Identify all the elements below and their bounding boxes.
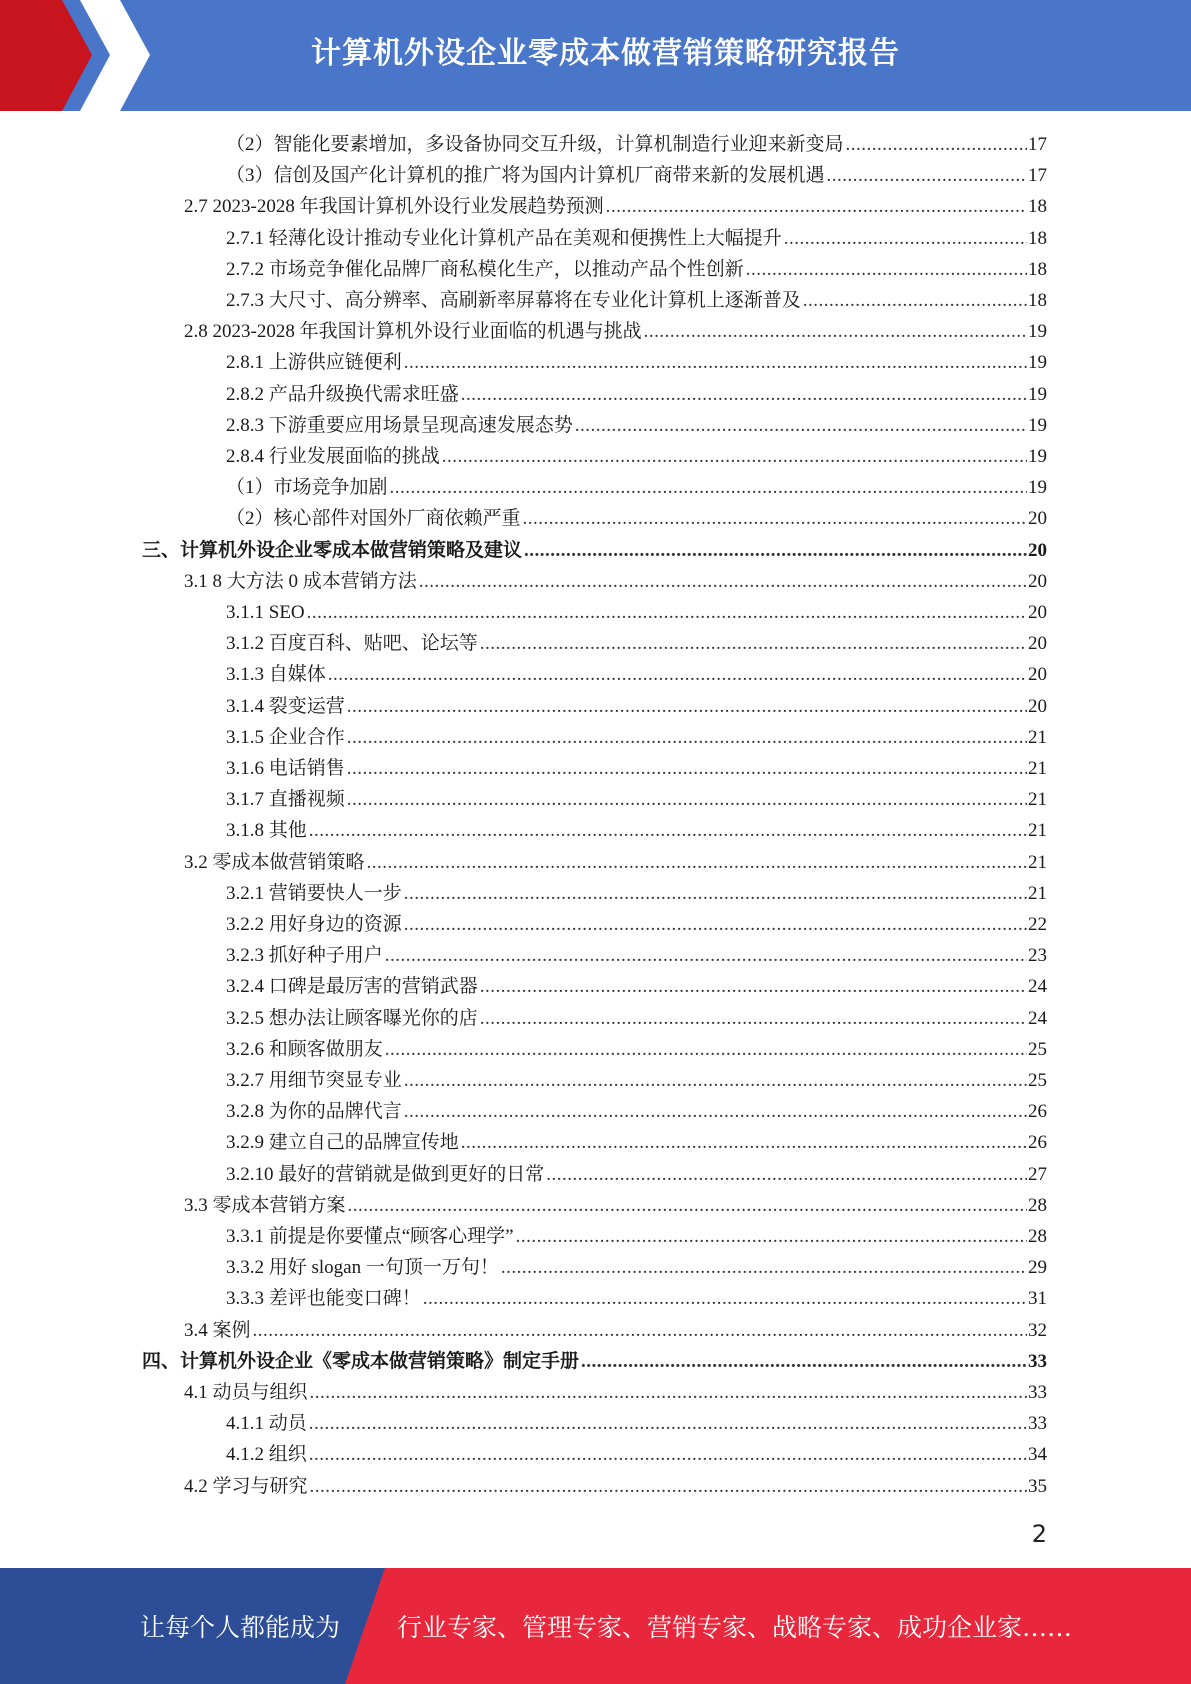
toc-entry-title: 2.8.2 产品升级换代需求旺盛 [226, 383, 459, 405]
toc-entry-title: 2.7.3 大尺寸、高分辨率、高刷新率屏幕将在专业化计算机上逐渐普及 [226, 290, 801, 311]
toc-entry-page: 17 [1028, 134, 1047, 155]
toc-entry[interactable] [226, 657, 1047, 687]
toc-entry[interactable] [226, 158, 1047, 188]
toc-dot-leader [606, 195, 1027, 219]
toc-entry[interactable] [226, 1063, 1047, 1093]
toc-entry-page: 18 [1028, 227, 1047, 249]
toc-entry-page: 33 [1028, 1413, 1047, 1435]
toc-entry[interactable] [226, 1032, 1047, 1062]
toc-entry-title: 3.3.1 前提是你要懂点“顾客心理学” [226, 1226, 514, 1247]
toc-dot-leader [253, 1319, 1027, 1343]
toc-dot-leader [423, 1287, 1027, 1311]
toc-entry-title: 2.7 2023-2028 年我国计算机外设行业发展趋势预测 [184, 196, 604, 218]
toc-entry-title: 3.1.3 自媒体 [226, 664, 326, 686]
toc-dot-leader [309, 1443, 1027, 1467]
toc-entry[interactable] [226, 221, 1047, 251]
toc-entry[interactable] [226, 1219, 1047, 1249]
toc-entry[interactable] [226, 501, 1047, 531]
toc-entry-page: 29 [1028, 1257, 1047, 1279]
toc-entry[interactable] [142, 1344, 1047, 1374]
page-header [0, 0, 1191, 111]
toc-entry-title: （3）信创及国产化计算机的推广将为国内计算机厂商带来新的发展机遇 [226, 165, 825, 187]
toc-entry-page: 19 [1028, 321, 1047, 343]
toc-dot-leader [328, 663, 1027, 687]
toc-dot-leader [309, 1412, 1027, 1436]
toc-dot-leader [480, 975, 1027, 999]
toc-dot-leader [480, 1007, 1027, 1031]
toc-entry-title: 3.1.2 百度百科、贴吧、论坛等 [226, 633, 478, 655]
toc-dot-leader [419, 570, 1027, 594]
toc-dot-leader [575, 414, 1027, 438]
toc-entry-page: 26 [1028, 1132, 1047, 1154]
toc-entry-title: 3.2.8 为你的品牌代言 [226, 1101, 402, 1123]
toc-entry-title: 3.1.7 直播视频 [226, 789, 345, 811]
toc-entry-page: 28 [1028, 1226, 1047, 1247]
toc-entry[interactable] [184, 845, 1047, 875]
toc-dot-leader [348, 1194, 1027, 1218]
toc-entry-title: 3.3.2 用好 slogan 一句顶一万句！ [226, 1257, 499, 1279]
toc-entry[interactable] [226, 938, 1047, 968]
toc-dot-leader [461, 1131, 1027, 1155]
toc-entry-page: 18 [1028, 290, 1047, 311]
toc-entry[interactable] [184, 1375, 1047, 1405]
toc-dot-leader [746, 258, 1027, 282]
toc-entry-page: 19 [1028, 477, 1047, 499]
toc-entry[interactable] [226, 470, 1047, 500]
toc-dot-leader [581, 1350, 1027, 1374]
toc-entry-title: 4.1.1 动员 [226, 1413, 307, 1435]
page-footer [0, 1568, 1191, 1684]
toc-entry-page: 19 [1028, 414, 1047, 436]
toc-entry-title: 3.1.5 企业合作 [226, 726, 345, 748]
toc-entry[interactable] [184, 1469, 1047, 1499]
toc-entry[interactable] [226, 751, 1047, 781]
toc-entry[interactable] [226, 1125, 1047, 1155]
toc-entry-title: 3.2.5 想办法让顾客曝光你的店 [226, 1007, 478, 1029]
toc-entry-title: 2.7.1 轻薄化设计推动专业化计算机产品在美观和便携性上大幅提升 [226, 227, 782, 249]
toc-dot-leader [827, 164, 1027, 188]
toc-dot-leader [404, 351, 1027, 375]
toc-entry-title: 3.2.2 用好身边的资源 [226, 914, 402, 935]
toc-entry[interactable] [226, 283, 1047, 313]
footer-slogan-right: 行业专家、管理专家、营销专家、战略专家、成功企业家…… [397, 1613, 1073, 1642]
toc-entry-page: 22 [1028, 914, 1047, 935]
toc-entry[interactable] [226, 1281, 1047, 1311]
toc-entry[interactable] [226, 345, 1047, 375]
toc-entry-page: 19 [1028, 383, 1047, 405]
toc-entry-title: 2.8.4 行业发展面临的挑战 [226, 446, 440, 467]
toc-entry-page: 24 [1028, 1007, 1047, 1029]
toc-entry-title: 3.2.7 用细节突显专业 [226, 1070, 402, 1091]
toc-dot-leader [546, 1163, 1027, 1187]
toc-entry-title: 3.2.3 抓好种子用户 [226, 945, 383, 967]
toc-dot-leader [524, 539, 1027, 563]
toc-entry-title: 3.3.3 差评也能变口碑！ [226, 1288, 421, 1310]
toc-entry-title: 3.1.1 SEO [226, 602, 305, 623]
toc-entry[interactable] [226, 720, 1047, 750]
toc-entry-page: 21 [1028, 820, 1047, 842]
toc-entry[interactable] [226, 813, 1047, 843]
toc-entry[interactable] [226, 782, 1047, 812]
toc-entry-page: 33 [1028, 1382, 1047, 1403]
toc-dot-leader [309, 819, 1027, 843]
toc-entry[interactable] [184, 314, 1047, 344]
toc-dot-leader [310, 1475, 1027, 1499]
toc-dot-leader [442, 445, 1027, 469]
toc-entry[interactable] [226, 969, 1047, 999]
toc-entry[interactable] [226, 689, 1047, 719]
toc-entry[interactable] [226, 1406, 1047, 1436]
toc-entry[interactable] [226, 1094, 1047, 1124]
toc-entry-title: 3.4 案例 [184, 1319, 251, 1341]
toc-entry-page: 20 [1028, 508, 1047, 530]
toc-entry-title: 3.2 零成本做营销策略 [184, 851, 365, 873]
toc-dot-leader [461, 383, 1027, 407]
toc-entry-page: 18 [1028, 258, 1047, 280]
toc-entry-title: 3.1.8 其他 [226, 820, 307, 842]
toc-entry-title: 3.2.1 营销要快人一步 [226, 882, 402, 904]
toc-dot-leader [404, 1100, 1027, 1124]
toc-dot-leader [644, 320, 1027, 344]
toc-entry-page: 19 [1028, 352, 1047, 374]
toc-entry-page: 24 [1028, 976, 1047, 998]
toc-dot-leader [385, 944, 1027, 968]
report-title: 计算机外设企业零成本做营销策略研究报告 [311, 36, 900, 71]
toc-entry-page: 32 [1028, 1319, 1047, 1341]
toc-entry-title: 3.1 8 大方法 0 成本营销方法 [184, 570, 417, 592]
toc-dot-leader [385, 1038, 1027, 1062]
toc-dot-leader [404, 882, 1027, 906]
toc-entry-page: 20 [1028, 539, 1047, 561]
toc-entry[interactable] [226, 1437, 1047, 1467]
toc-entry[interactable] [226, 1250, 1047, 1280]
toc-entry-page: 25 [1028, 1070, 1047, 1091]
toc-entry-title: 4.1 动员与组织 [184, 1382, 308, 1403]
toc-dot-leader [404, 913, 1027, 937]
toc-entry-title: 3.1.4 裂变运营 [226, 695, 345, 717]
toc-entry-title: 4.2 学习与研究 [184, 1475, 308, 1497]
toc-entry-title: 2.8.3 下游重要应用场景呈现高速发展态势 [226, 414, 573, 436]
toc-entry-page: 20 [1028, 664, 1047, 686]
toc-entry[interactable] [142, 533, 1047, 563]
toc-dot-leader [347, 695, 1027, 719]
toc-entry-page: 23 [1028, 945, 1047, 967]
toc-entry-page: 19 [1028, 446, 1047, 467]
toc-entry-page: 21 [1028, 726, 1047, 748]
toc-dot-leader [307, 601, 1027, 625]
toc-entry-page: 17 [1028, 165, 1047, 187]
toc-dot-leader [784, 227, 1027, 251]
footer-slogan-left: 让每个人都能成为 [140, 1613, 341, 1642]
toc-entry-page: 27 [1028, 1163, 1047, 1185]
toc-entry[interactable] [184, 1188, 1047, 1218]
toc-entry[interactable] [226, 439, 1047, 469]
toc-dot-leader [846, 133, 1027, 157]
toc-entry-title: 2.8.1 上游供应链便利 [226, 352, 402, 374]
toc-entry-title: 四、计算机外设企业《零成本做营销策略》制定手册 [142, 1350, 580, 1372]
toc-dot-leader [347, 788, 1027, 812]
toc-dot-leader [404, 1069, 1027, 1093]
toc-entry-title: 2.8 2023-2028 年我国计算机外设行业面临的机遇与挑战 [184, 321, 642, 343]
toc-entry-title: （2）智能化要素增加，多设备协同交互升级，计算机制造行业迎来新变局 [226, 134, 844, 155]
toc-entry-page: 20 [1028, 695, 1047, 717]
toc-entry-page: 25 [1028, 1038, 1047, 1060]
toc-entry-page: 31 [1028, 1288, 1047, 1310]
toc-dot-leader [390, 476, 1027, 500]
toc-entry[interactable] [226, 595, 1047, 625]
toc-entry-title: 2.7.2 市场竞争催化品牌厂商私模化生产，以推动产品个性创新 [226, 258, 744, 280]
toc-entry-page: 21 [1028, 789, 1047, 811]
toc-dot-leader [347, 726, 1027, 750]
toc-entry-title: 4.1.2 组织 [226, 1444, 307, 1466]
toc-entry[interactable] [184, 564, 1047, 594]
toc-dot-leader [803, 289, 1027, 313]
toc-entry-page: 18 [1028, 196, 1047, 218]
toc-entry-title: 3.2.6 和顾客做朋友 [226, 1038, 383, 1060]
toc-entry-page: 26 [1028, 1101, 1047, 1123]
toc-entry[interactable] [226, 127, 1047, 157]
toc-dot-leader [501, 1256, 1027, 1280]
toc-entry-title: （2）核心部件对国外厂商依赖严重 [226, 508, 521, 530]
toc-entry-page: 34 [1028, 1444, 1047, 1466]
toc-entry-title: 3.2.9 建立自己的品牌宣传地 [226, 1132, 459, 1154]
toc-entry[interactable] [184, 1313, 1047, 1343]
toc-entry-page: 21 [1028, 758, 1047, 779]
toc-dot-leader [516, 1225, 1027, 1249]
toc-entry-page: 35 [1028, 1475, 1047, 1497]
toc-entry-title: 3.3 零成本营销方案 [184, 1194, 346, 1216]
toc-entry-page: 20 [1028, 570, 1047, 592]
toc-dot-leader [523, 507, 1027, 531]
toc-dot-leader [347, 757, 1027, 781]
toc-entry-page: 28 [1028, 1194, 1047, 1216]
toc-dot-leader [480, 632, 1027, 656]
toc-entry[interactable] [226, 1157, 1047, 1187]
toc-entry-title: 3.2.10 最好的营销就是做到更好的日常 [226, 1163, 545, 1185]
page-number: 2 [1031, 1520, 1047, 1548]
toc-entry-page: 20 [1028, 602, 1047, 623]
toc-dot-leader [367, 851, 1027, 875]
toc-entry-page: 21 [1028, 882, 1047, 904]
toc-entry[interactable] [226, 907, 1047, 937]
toc-entry[interactable] [226, 377, 1047, 407]
toc-entry-title: 3.2.4 口碑是最厉害的营销武器 [226, 976, 478, 998]
toc-entry-page: 33 [1028, 1350, 1047, 1372]
toc-entry[interactable] [226, 252, 1047, 282]
toc-entry-title: （1）市场竞争加剧 [226, 477, 388, 499]
toc-entry[interactable] [184, 189, 1047, 219]
toc-entry[interactable] [226, 408, 1047, 438]
toc-entry[interactable] [226, 626, 1047, 656]
toc-dot-leader [310, 1381, 1027, 1405]
toc-entry-title: 三、计算机外设企业零成本做营销策略及建议 [142, 539, 523, 561]
toc-entry-title: 3.1.6 电话销售 [226, 758, 345, 779]
toc-entry[interactable] [226, 1001, 1047, 1031]
toc-entry-page: 20 [1028, 633, 1047, 655]
toc-entry-page: 21 [1028, 851, 1047, 873]
toc-entry[interactable] [226, 876, 1047, 906]
